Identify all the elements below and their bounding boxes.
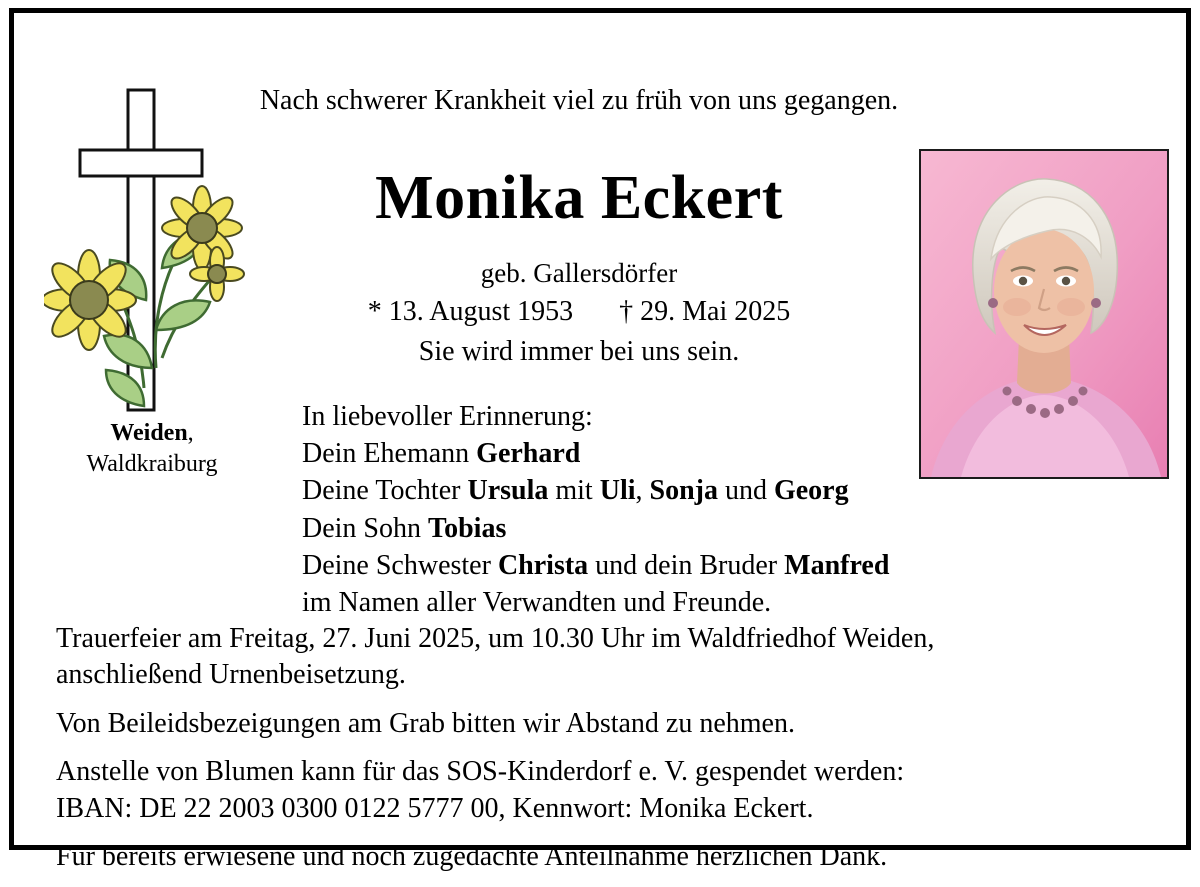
- family-line-name: Christa: [497, 549, 589, 581]
- family-intro: In liebevoller Erinnerung:: [302, 401, 593, 432]
- family-block: [302, 398, 942, 621]
- donation-paragraph: [56, 754, 1166, 827]
- condolence-paragraph: Von Beileidsbezeigungen am Grab bitten wir Abstand zu nehmen.: [56, 707, 795, 739]
- donation-line-2: IBAN: DE 22 2003 0300 0122 5777 00, Kennwort: Monika Eckert.: [56, 792, 814, 824]
- ceremony-line-1: Trauerfeier am Freitag, 27. Juni 2025, um 10.30 Uhr im Waldfriedhof Weiden,: [56, 623, 935, 654]
- family-line-mid: mit: [548, 475, 600, 507]
- family-line-mid: ,: [635, 475, 650, 507]
- thanks-paragraph: Für bereits erwiesene und noch zugedachte Anteilnahme herzlichen Dank.: [56, 840, 888, 872]
- death-date: † 29. Mai 2025: [619, 296, 791, 327]
- family-line-prefix: Dein Sohn: [302, 512, 428, 544]
- donation-line-1: Anstelle von Blumen kann für das SOS-Kinderdorf e. V. gespendet werden:: [56, 756, 905, 788]
- cross-with-sunflowers-icon: [44, 68, 259, 418]
- life-dates: [229, 296, 929, 328]
- ceremony-paragraph: [56, 621, 1166, 694]
- family-line-name: Tobias: [428, 512, 507, 544]
- family-line-name: Manfred: [784, 549, 890, 581]
- place-city-line: [42, 418, 262, 449]
- portrait-photo: [919, 149, 1169, 479]
- family-line-prefix: Deine Tochter: [302, 475, 468, 507]
- family-line-husband: [302, 435, 942, 472]
- family-line-name: Gerhard: [476, 438, 581, 470]
- place-block: [42, 418, 262, 480]
- place-second: Waldkraiburg: [86, 451, 218, 478]
- family-line-prefix: Deine Schwester: [302, 549, 498, 581]
- family-closing: im Namen aller Verwandten und Freunde.: [302, 587, 772, 619]
- family-line-name: Sonja: [649, 475, 718, 507]
- family-line-mid: und: [717, 475, 774, 507]
- ceremony-line-2: anschließend Urnenbeisetzung.: [56, 659, 406, 691]
- family-line-prefix: Dein Ehemann: [302, 438, 477, 470]
- family-line-daughter: [302, 472, 942, 509]
- family-line-name: Georg: [773, 475, 849, 507]
- place-city-suffix: ,: [187, 420, 194, 446]
- lead-text: Nach schwerer Krankheit viel zu früh von uns gegangen.: [259, 85, 899, 116]
- birth-date: * 13. August 1953: [367, 296, 574, 327]
- notice-content: [14, 13, 1186, 872]
- motto-text: Sie wird immer bei uns sein.: [418, 336, 740, 367]
- footer-block: [56, 621, 1166, 887]
- family-line-mid: und dein Bruder: [588, 549, 785, 581]
- family-line-name: Uli: [599, 475, 636, 507]
- deceased-name: Monika Eckert: [375, 164, 783, 232]
- family-line-son: [302, 510, 942, 547]
- family-line-name: Ursula: [467, 475, 549, 507]
- maiden-name: geb. Gallersdörfer: [480, 258, 678, 288]
- family-line-siblings: [302, 547, 942, 584]
- place-city: Weiden: [110, 420, 188, 446]
